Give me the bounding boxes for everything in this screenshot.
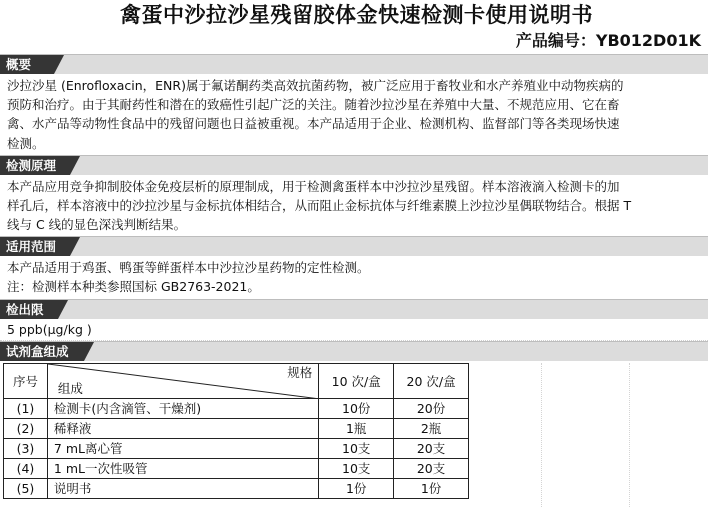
section-title-limit: 检出限 [0, 300, 58, 319]
row-qty-10: 10支 [319, 459, 394, 479]
section-header-overview [0, 54, 708, 74]
kit-composition-table [3, 363, 469, 499]
row-component: 1 mL一次性吸管 [47, 459, 318, 479]
table-row [4, 399, 469, 419]
row-index: (1) [4, 399, 48, 419]
row-index: (4) [4, 459, 48, 479]
overview-line: 禽、水产品等动物性食品中的残留问题也日益被重视。本产品适用于企业、检测机构、监督部门等各类现场快速 [7, 116, 620, 132]
section-title-kit: 试剂盒组成 [0, 342, 84, 361]
diagonal-divider [48, 364, 320, 399]
overview-line: 沙拉沙星 (Enrofloxacin，ENR)属于氟诺酮药类高效抗菌药物，被广泛应用于畜牧业和水产养殖业中动物疾病的 [7, 78, 624, 93]
principle-line: 本产品应用竞争抑制胶体金免疫层析的原理制成，用于检测禽蛋样本中沙拉沙星残留。样本溶液滴入检测卡的加 [7, 179, 620, 194]
row-component: 检测卡(内含滴管、干燥剂) [47, 399, 318, 419]
row-component: 稀释液 [47, 419, 318, 439]
principle-text [7, 177, 705, 235]
product-code: 产品编号：YB012D01K [515, 31, 701, 50]
limit-text [7, 320, 705, 339]
overview-line: 预防和治疗。由于其耐药性和潜在的致癌性引起广泛的关注。随着沙拉沙星在养殖中大量、不规范应用、它在畜 [7, 97, 620, 113]
section-header-scope [0, 236, 708, 256]
section-title-principle: 检测原理 [0, 156, 70, 175]
row-qty-10: 1份 [319, 479, 394, 499]
header-index: 序号 [4, 364, 48, 399]
overview-line: 检测。 [7, 135, 45, 151]
row-component: 7 mL离心管 [47, 439, 318, 459]
section-header-principle [0, 155, 708, 175]
divider [0, 340, 708, 341]
row-qty-20: 20份 [394, 399, 469, 419]
table-row [4, 439, 469, 459]
row-qty-10: 1瓶 [319, 419, 394, 439]
header-component: 组成 [57, 381, 83, 396]
grid-line [541, 363, 542, 507]
row-component: 说明书 [47, 479, 318, 499]
principle-line: 样孔后，样本溶液中的沙拉沙星与金标抗体相结合，从而阻止金标抗体与纤维素膜上沙拉沙星偶联物结合。根据 T [7, 198, 632, 214]
table-row [4, 459, 469, 479]
section-title-overview: 概要 [0, 55, 54, 74]
grid-line [629, 363, 630, 507]
scope-line: 注：检测样本种类参照国标 GB2763-2021。 [7, 279, 260, 295]
scope-text [7, 258, 705, 296]
row-qty-10: 10支 [319, 439, 394, 459]
scope-line: 本产品适用于鸡蛋、鸭蛋等鲜蛋样本中沙拉沙星药物的定性检测。 [7, 260, 370, 275]
row-qty-20: 20支 [394, 439, 469, 459]
document-title: 禽蛋中沙拉沙星残留胶体金快速检测卡使用说明书 [120, 3, 593, 27]
limit-line: 5 ppb(μg/kg ) [7, 322, 92, 337]
header-20-per-box: 20 次/盒 [394, 364, 469, 399]
header-10-per-box: 10 次/盒 [319, 364, 394, 399]
table-row [4, 419, 469, 439]
row-qty-20: 2瓶 [394, 419, 469, 439]
row-index: (3) [4, 439, 48, 459]
section-header-limit [0, 299, 708, 319]
row-index: (2) [4, 419, 48, 439]
background-grid [469, 363, 708, 507]
overview-text [7, 76, 705, 153]
table-row [4, 479, 469, 499]
header-spec-component [47, 364, 318, 399]
header-spec: 规格 [287, 365, 313, 380]
principle-line: 线与 C 线的显色深浅判断结果。 [7, 217, 187, 233]
row-index: (5) [4, 479, 48, 499]
row-qty-10: 10份 [319, 399, 394, 419]
row-qty-20: 20支 [394, 459, 469, 479]
table-header-row [4, 364, 469, 399]
section-header-kit [0, 341, 708, 361]
section-title-scope: 适用范围 [0, 237, 70, 256]
row-qty-20: 1份 [394, 479, 469, 499]
